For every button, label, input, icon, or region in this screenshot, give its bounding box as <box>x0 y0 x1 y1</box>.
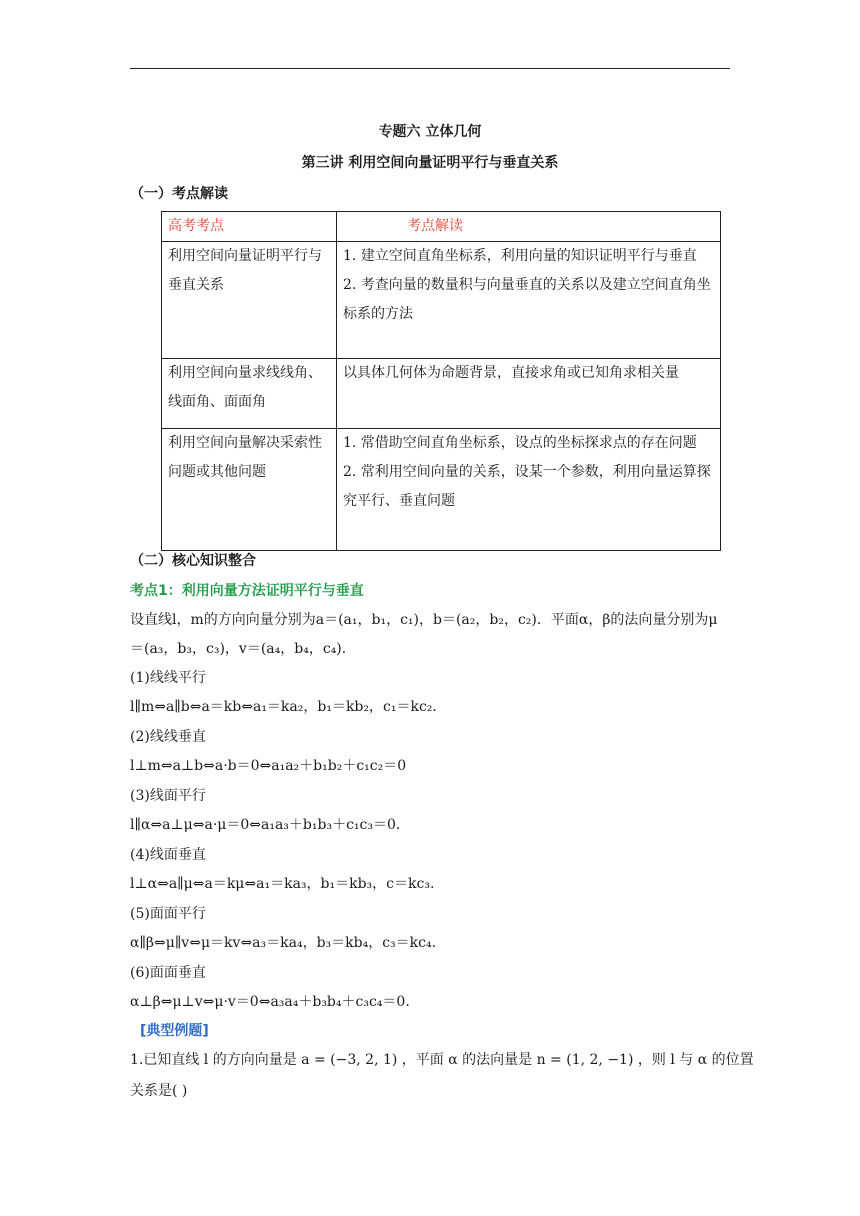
item-label: (6)面面垂直 <box>130 965 206 981</box>
item-label: (5)面面平行 <box>130 906 206 922</box>
item-label: (3)线面平行 <box>130 788 206 804</box>
item-label: (2)线线垂直 <box>130 729 206 745</box>
table-cell-desc <box>337 429 721 551</box>
desc-line: 2. 常利用空间向量的关系，设某一个参数，利用向量运算探究平行、垂直问题 <box>343 464 711 509</box>
exam-points-table <box>161 211 721 551</box>
table-row <box>162 242 721 359</box>
desc-line: 1. 常借助空间直角坐标系，设点的坐标探求点的存在问题 <box>343 435 697 451</box>
lecture-title: 第三讲 利用空间向量证明平行与垂直关系 <box>301 155 559 171</box>
examples-heading: [典型例题] <box>140 1023 209 1039</box>
item-label: (1)线线平行 <box>130 670 206 686</box>
table-cell-topic: 利用空间向量求线线角、线面角、面面角 <box>162 359 337 429</box>
point-title: 考点1：利用向量方法证明平行与垂直 <box>130 583 364 599</box>
desc-line: 1. 建立空间直角坐标系，利用向量的知识证明平行与垂直 <box>343 248 697 264</box>
topic-title: 专题六 立体几何 <box>378 124 482 140</box>
intro-line: ＝(a₃，b₃，c₃)，v＝(a₄，b₄，c₄)． <box>130 641 356 657</box>
header-rule <box>130 68 730 69</box>
item-formula: l∥α⇔a⊥μ⇔a·μ＝0⇔a₁a₃＋b₁b₃＋c₁c₃＝0. <box>130 817 401 833</box>
item-label: (4)线面垂直 <box>130 847 206 863</box>
intro-line: 设直线l，m的方向向量分别为a＝(a₁，b₁，c₁)，b＝(a₂，b₂，c₂)．平面α，β的法向量分别为μ <box>130 612 718 628</box>
section-heading-1: （一）考点解读 <box>130 186 228 202</box>
item-formula: l∥m⇔a∥b⇔a＝kb⇔a₁＝ka₂，b₁＝kb₂，c₁＝kc₂. <box>130 699 437 715</box>
table-header-cell: 考点解读 <box>337 212 721 242</box>
item-formula: l⊥m⇔a⊥b⇔a·b＝0⇔a₁a₂＋b₁b₂＋c₁c₂＝0 <box>130 758 407 774</box>
desc-line: 2. 考查向量的数量积与向量垂直的关系以及建立空间直角坐标系的方法 <box>343 277 711 322</box>
table-cell-topic: 利用空间向量证明平行与垂直关系 <box>162 242 337 359</box>
table-cell-topic: 利用空间向量解决采索性问题或其他问题 <box>162 429 337 551</box>
question-line: 关系是( ) <box>130 1083 188 1099</box>
item-formula: α⊥β⇔μ⊥v⇔μ·v＝0⇔a₃a₄＋b₃b₄＋c₃c₄＝0. <box>130 994 410 1010</box>
table-cell-desc <box>337 242 721 359</box>
table-row <box>162 429 721 551</box>
table-header-row <box>162 212 721 242</box>
item-formula: α∥β⇔μ∥v⇔μ＝kv⇔a₃＝ka₄，b₃＝kb₄，c₃＝kc₄. <box>130 935 437 951</box>
desc-line: 以具体几何体为命题背景，直接求角或已知角求相关量 <box>343 365 679 381</box>
table-row <box>162 359 721 429</box>
item-formula: l⊥α⇔a∥μ⇔a＝kμ⇔a₁＝ka₃，b₁＝kb₃，c＝kc₃. <box>130 876 435 892</box>
section-heading-2: （二）核心知识整合 <box>130 553 256 569</box>
table-header-cell: 高考考点 <box>162 212 337 242</box>
table-cell-desc <box>337 359 721 429</box>
question-line: 1.已知直线 l 的方向向量是 a = (−3, 2, 1) ，平面 α 的法向量是 n = (1, 2, −1) ，则 l 与 α 的位置 <box>130 1052 754 1068</box>
